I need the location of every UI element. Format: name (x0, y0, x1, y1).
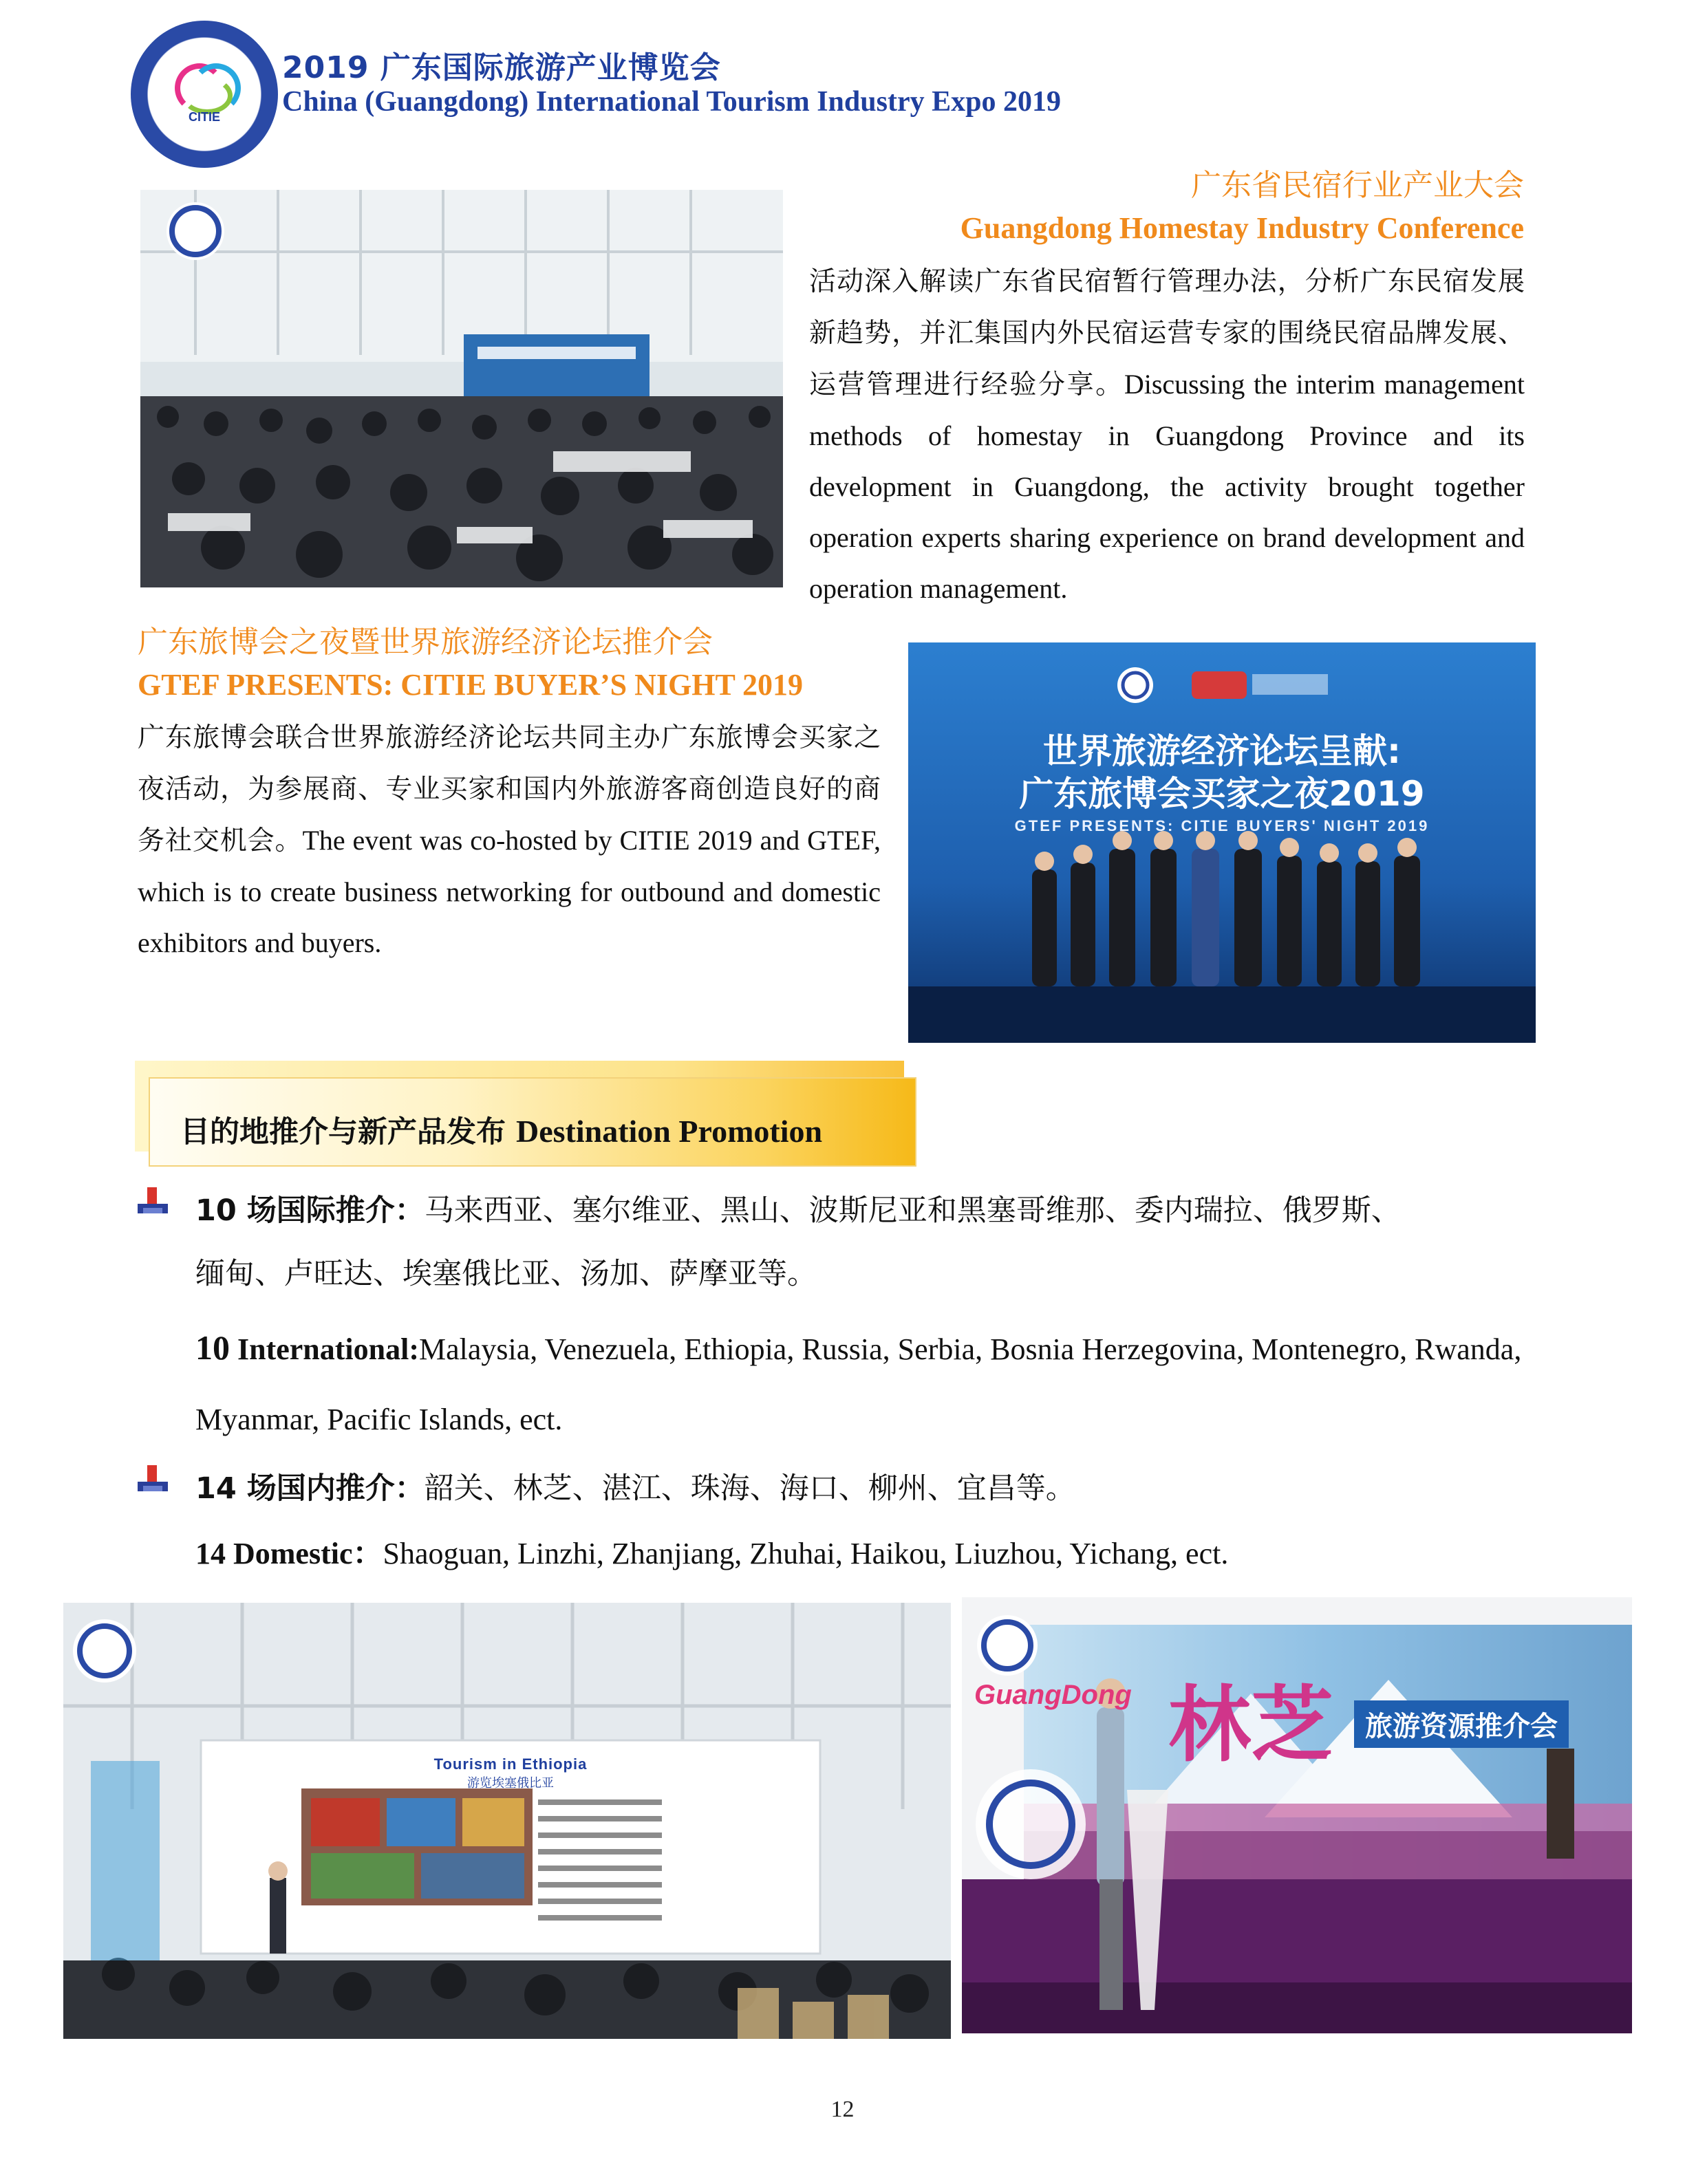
logo-text: CITIE (188, 110, 220, 124)
buyers-night-description (138, 712, 881, 969)
buyers-night-text-cn: 广东旅博会联合世界旅游经济论坛共同主办广东旅博会买家之夜活动，为参展商、专业买家和国内外旅游客商创造良好的商务社交机会。 (138, 722, 881, 856)
stage-subtitle: GTEF PRESENTS: CITIE BUYERS' NIGHT 2019 (1014, 817, 1430, 834)
stage-title-1: 世界旅游经济论坛呈献: (1043, 731, 1401, 771)
banner-title-en: Destination Promotion (515, 1114, 823, 1149)
linzhi-promotion-photo (962, 1597, 1632, 2033)
dom-promotion-en (195, 1528, 1228, 1572)
buyers-night-title-cn: 广东旅博会之夜暨世界旅游经济论坛推介会 (138, 625, 713, 660)
dom-list-cn: 韶关、林芝、湛江、珠海、海口、柳州、宜昌等。 (424, 1471, 1075, 1506)
bullet-icon (138, 1187, 168, 1218)
bullet-icon (138, 1465, 168, 1495)
intl-label-cn: 10 场国际推介： (195, 1193, 425, 1228)
intl-num-en: 10 (195, 1328, 230, 1367)
intl-list-cn-2: 缅甸、卢旺达、埃塞俄比亚、汤加、萨摩亚等。 (195, 1257, 817, 1291)
ethiopia-screen-title: Tourism in Ethiopia (433, 1755, 588, 1773)
homestay-conference-photo (140, 190, 783, 587)
stage-title-2: 广东旅博会买家之夜2019 (1019, 774, 1425, 814)
header-title-cn: 2019 广东国际旅游产业博览会 (282, 50, 721, 85)
buyers-night-title-en: GTEF PRESENTS: CITIE BUYER’S NIGHT 2019 (138, 668, 803, 702)
ethiopia-screen-sub: 游览埃塞俄比亚 (467, 1776, 554, 1791)
intl-list-en-1: Malaysia, Venezuela, Ethiopia, Russia, Serbia, Bosnia Herzegovina, Montenegro, Rwanda, (419, 1332, 1522, 1366)
guangdong-logo: GuangDong (974, 1680, 1132, 1710)
linzhi-banner-title: 旅游资源推介会 (1354, 1700, 1569, 1748)
homestay-description (809, 256, 1525, 614)
intl-list-en-2: Myanmar, Pacific Islands, ect. (195, 1403, 563, 1436)
linzhi-big-title: 林芝 (1168, 1678, 1333, 1773)
banner-title-cn: 目的地推介与新产品发布 (180, 1115, 516, 1149)
homestay-text-en: Discussing the interim management methods of homestay in Guangdong Province and its development in Guangdong, the activity brought together operation experts sharing experience on brand development and operation management. (809, 369, 1525, 604)
dom-label-en: 14 Domestic： (195, 1537, 383, 1570)
intl-promotion-cn-1 (195, 1187, 1401, 1229)
ethiopia-promotion-photo (63, 1603, 951, 2039)
homestay-title-en: Guangdong Homestay Industry Conference (960, 211, 1524, 245)
intl-list-cn-1: 马来西亚、塞尔维亚、黑山、波斯尼亚和黑塞哥维那、委内瑞拉、俄罗斯、 (424, 1193, 1401, 1228)
dom-list-en: Shaoguan, Linzhi, Zhanjiang, Zhuhai, Haikou, Liuzhou, Yichang, ect. (383, 1537, 1229, 1570)
destination-banner-title (180, 1109, 822, 1151)
citie-logo (131, 21, 278, 168)
page-number: 12 (830, 2097, 855, 2122)
dom-promotion-cn (195, 1465, 1075, 1507)
header-title-en: China (Guangdong) International Tourism Industry Expo 2019 (282, 86, 1061, 118)
buyers-night-text-en: The event was co-hosted by CITIE 2019 and GTEF, which is to create business networking for outbound and domestic exhibitors and buyers. (138, 825, 881, 958)
homestay-text-cn: 活动深入解读广东省民宿暂行管理办法，分析广东民宿发展新趋势，并汇集国内外民宿运营专家的围绕民宿品牌发展、运营管理进行经验分享。 (809, 266, 1525, 400)
intl-label-en: International: (230, 1332, 419, 1366)
buyers-night-photo (908, 642, 1536, 1043)
dom-label-cn: 14 场国内推介： (195, 1471, 425, 1506)
intl-promotion-en-1 (195, 1328, 1521, 1367)
homestay-title-cn: 广东省民宿行业产业大会 (1191, 168, 1524, 203)
